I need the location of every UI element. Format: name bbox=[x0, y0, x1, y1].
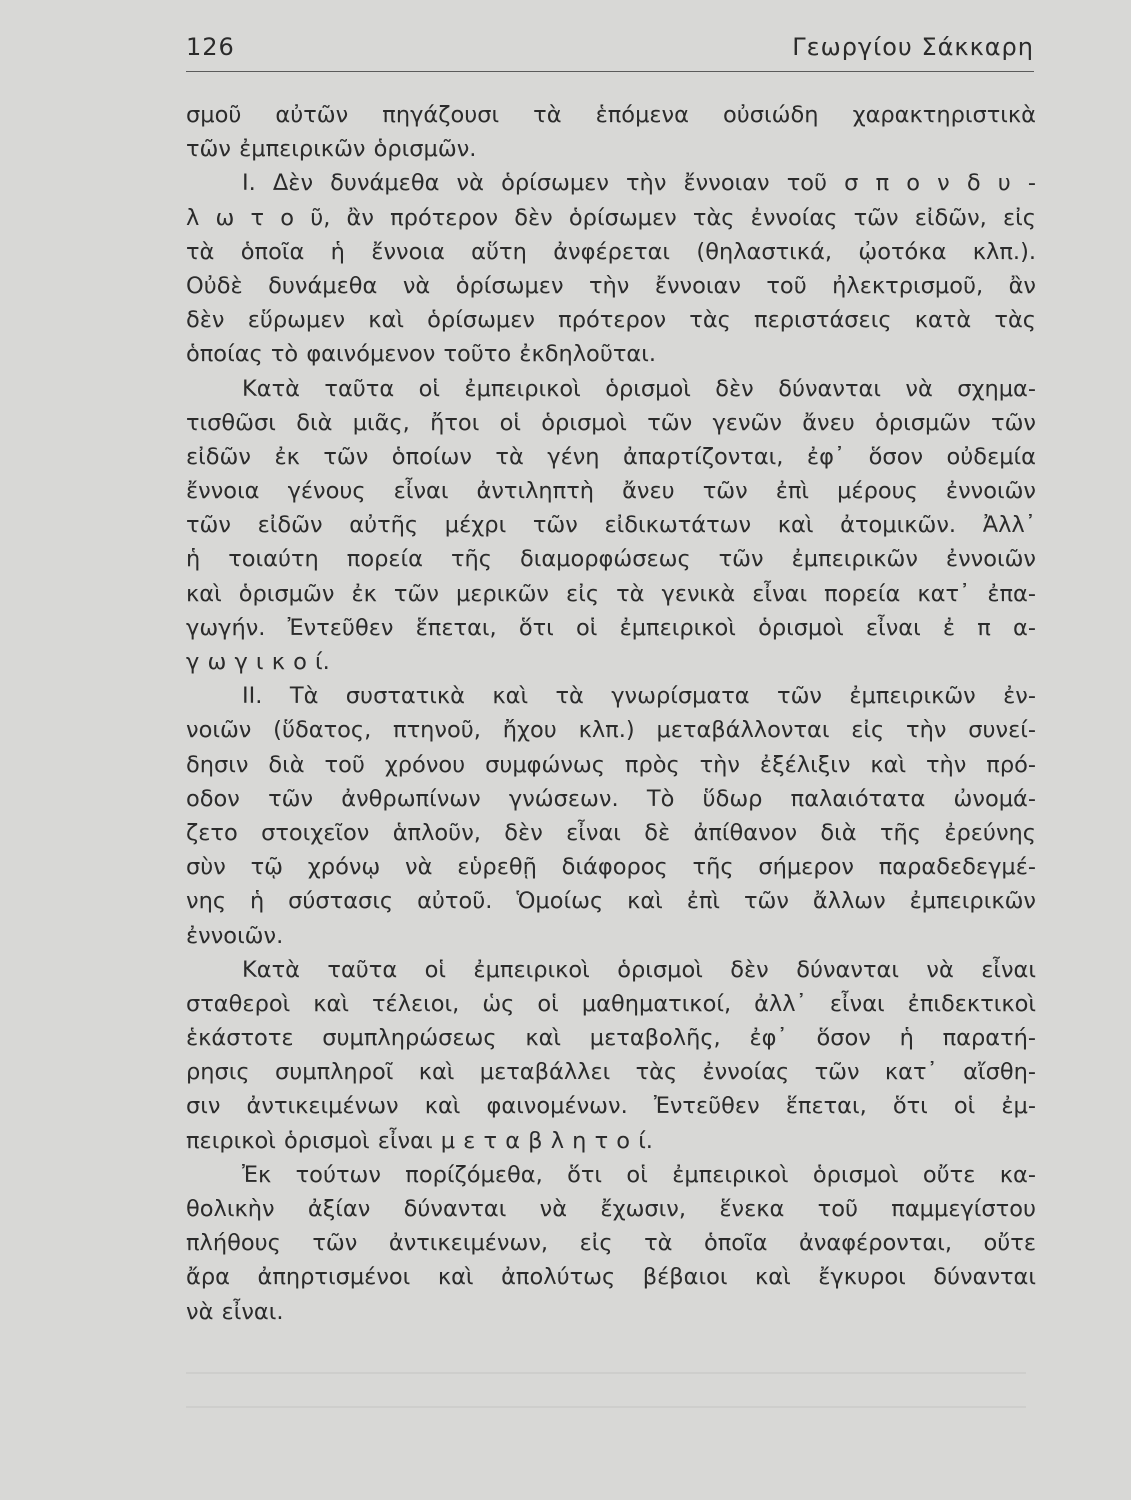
text-line: θολικὴν ἀξίαν δύνανται νὰ ἔχωσιν, ἕνεκα τοῦ παμμεγίστου bbox=[186, 1196, 1036, 1222]
text-line: τῶν εἰδῶν αὐτῆς μέχρι τῶν εἰδικωτάτων καὶ ἀτομικῶν. Ἀλλ᾿ bbox=[186, 512, 1036, 539]
text-line: Κατὰ ταῦτα οἱ ἐμπειρικοὶ ὁρισμοὶ δὲν δύνανται νὰ εἶναι bbox=[242, 956, 1036, 983]
text-line: Κατὰ ταῦτα οἱ ἐμπειρικοὶ ὁρισμοὶ δὲν δύνανται νὰ σχημα- bbox=[242, 375, 1036, 402]
text-line: οδον τῶν ἀνθρωπίνων γνώσεων. Τὸ ὕδωρ παλαιότατα ὠνομά- bbox=[186, 785, 1036, 812]
text-line: ρησις συμπληροῖ καὶ μεταβάλλει τὰς ἐννοίας τῶν κατ᾿ αἴσθη- bbox=[186, 1059, 1036, 1086]
text-line: ΙΙ. Τὰ συστατικὰ καὶ τὰ γνωρίσματα τῶν ἐμπειρικῶν ἐν- bbox=[242, 683, 1036, 710]
text-line: ἐννοιῶν. bbox=[186, 922, 284, 949]
text-line: ἑκάστοτε συμπληρώσεως καὶ μεταβολῆς, ἐφ᾿ ὅσον ἡ παρατή- bbox=[186, 1025, 1036, 1052]
text-line: γωγήν. Ἐντεῦθεν ἕπεται, ὅτι οἱ ἐμπειρικοὶ ὁρισμοὶ εἶναι ἐ π α- bbox=[186, 614, 1036, 641]
text-line: νοιῶν (ὕδατος, πτηνοῦ, ἤχου κλπ.) μεταβάλλονται εἰς τὴν συνεί- bbox=[186, 717, 1036, 744]
text-line: πλήθους τῶν ἀντικειμένων, εἰς τὰ ὁποῖα ἀναφέρονται, οὔτε bbox=[186, 1230, 1036, 1257]
running-title: Γεωργίου Σάκκαρη bbox=[792, 33, 1034, 61]
text-line: ζετο στοιχεῖον ἁπλοῦν, δὲν εἶναι δὲ ἀπίθανον διὰ τῆς ἐρεύνης bbox=[186, 819, 1036, 846]
text-line: νὰ εἶναι. bbox=[186, 1298, 284, 1325]
header-rule bbox=[186, 71, 1034, 72]
text-line: δησιν διὰ τοῦ χρόνου συμφώνως πρὸς τὴν ἐξέλιξιν καὶ τὴν πρό- bbox=[186, 751, 1036, 778]
text-line: πειρικοὶ ὁρισμοὶ εἶναι μ ε τ α β λ η τ ο ί. bbox=[186, 1127, 653, 1154]
text-line: τὰ ὁποῖα ἡ ἔννοια αὕτη ἀνφέρεται (θηλαστικά, ᾠοτόκα κλπ.). bbox=[186, 238, 1036, 265]
text-line: ὁποίας τὸ φαινόμενον τοῦτο ἐκδηλοῦται. bbox=[186, 341, 656, 368]
text-line: Ι. Δὲν δυνάμεθα νὰ ὁρίσωμεν τὴν ἔννοιαν τοῦ σ π ο ν δ υ - bbox=[242, 170, 1036, 197]
text-line: καὶ ὁρισμῶν ἐκ τῶν μερικῶν εἰς τὰ γενικὰ εἶναι πορεία κατ᾿ ἐπα- bbox=[186, 580, 1036, 607]
text-line: ἄρα ἀπηρτισμένοι καὶ ἀπολύτως βέβαιοι καὶ ἔγκυροι δύνανται bbox=[186, 1264, 1036, 1291]
text-line: ἡ τοιαύτη πορεία τῆς διαμορφώσεως τῶν ἐμπειρικῶν ἐννοιῶν bbox=[186, 546, 1036, 573]
show-through-text bbox=[186, 1354, 1026, 1414]
text-line: σμοῦ αὐτῶν πηγάζουσι τὰ ἑπόμενα οὐσιώδη χαρακτηριστικὰ bbox=[186, 102, 1036, 128]
text-line: Ἐκ τούτων πορίζόμεθα, ὅτι οἱ ἐμπειρικοὶ ὁρισμοὶ οὔτε κα- bbox=[242, 1161, 1036, 1188]
text-line: δὲν εὕρωμεν καὶ ὁρίσωμεν πρότερον τὰς περιστάσεις κατὰ τὰς bbox=[186, 307, 1036, 334]
text-line: σὺν τῷ χρόνῳ νὰ εὑρεθῇ διάφορος τῆς σήμερον παραδεδεγμέ- bbox=[186, 854, 1036, 881]
text-line: Οὐδὲ δυνάμεθα νὰ ὁρίσωμεν τὴν ἔννοιαν τοῦ ἠλεκτρισμοῦ, ἂν bbox=[186, 272, 1036, 299]
page-number: 126 bbox=[186, 33, 235, 61]
text-line: τισθῶσι διὰ μιᾶς, ἤτοι οἱ ὁρισμοὶ τῶν γενῶν ἄνευ ὁρισμῶν τῶν bbox=[186, 409, 1036, 436]
text-line: λ ω τ ο ῦ, ἂν πρότερον δὲν ὁρίσωμεν τὰς ἐννοίας τῶν εἰδῶν, εἰς bbox=[186, 204, 1036, 231]
text-line: τῶν ἐμπειρικῶν ὁρισμῶν. bbox=[186, 136, 477, 163]
text-line: σιν ἀντικειμένων καὶ φαινομένων. Ἐντεῦθεν ἕπεται, ὅτι οἱ ἐμ- bbox=[186, 1093, 1036, 1120]
text-line: ἔννοια γένους εἶναι ἀντιληπτὴ ἄνευ τῶν ἐπὶ μέρους ἐννοιῶν bbox=[186, 478, 1036, 505]
page-body bbox=[186, 98, 1036, 1329]
text-line: σταθεροὶ καὶ τέλειοι, ὡς οἱ μαθηματικοί, ἀλλ᾿ εἶναι ἐπιδεκτικοὶ bbox=[186, 990, 1036, 1017]
text-line: εἰδῶν ἐκ τῶν ὁποίων τὰ γένη ἀπαρτίζονται, ἐφ᾿ ὅσον οὐδεμία bbox=[186, 443, 1036, 470]
page-header bbox=[186, 30, 1034, 66]
text-line: γ ω γ ι κ ο ί. bbox=[186, 649, 330, 675]
text-line: νης ἡ σύστασις αὐτοῦ. Ὁμοίως καὶ ἐπὶ τῶν ἄλλων ἐμπειρικῶν bbox=[186, 888, 1036, 915]
